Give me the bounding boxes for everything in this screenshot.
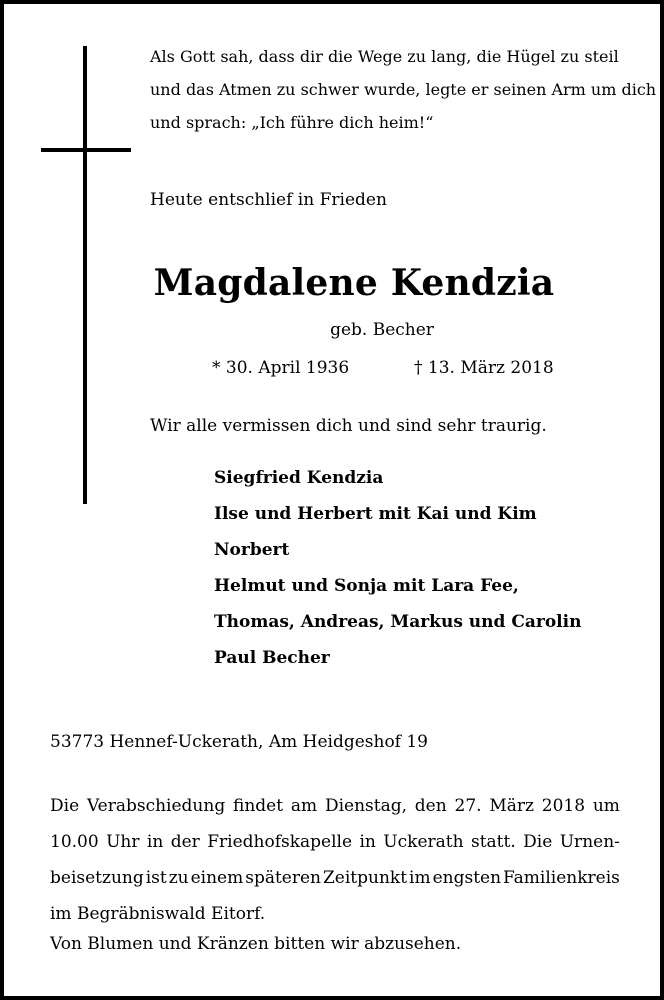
verse <box>150 40 657 139</box>
cross-horizontal-bar <box>41 148 131 152</box>
ceremony-word: der <box>170 832 200 852</box>
ceremony-word: Zeitpunkt <box>322 868 408 888</box>
ceremony-word: späteren <box>245 868 321 888</box>
ceremony-word: 2018 <box>541 796 586 816</box>
intro-text: Heute entschlief in Frieden <box>150 190 387 210</box>
ceremony-word: Die <box>50 796 80 816</box>
ceremony-line-2 <box>50 824 620 860</box>
ceremony-word: beisetzung <box>50 868 144 888</box>
ceremony-word: in <box>146 832 164 852</box>
ceremony-word: einem <box>190 868 244 888</box>
mourner: Thomas, Andreas, Markus und Carolin <box>214 612 582 632</box>
death-date: † 13. März 2018 <box>414 358 554 378</box>
mourner: Ilse und Herbert mit Kai und Kim <box>214 504 537 524</box>
miss-line: Wir alle vermissen dich und sind sehr traurig. <box>150 416 547 436</box>
ceremony-word: Uckerath <box>383 832 464 852</box>
verse-line: Als Gott sah, dass dir die Wege zu lang, die Hügel zu steil <box>150 47 619 66</box>
ceremony-word: findet <box>233 796 284 816</box>
ceremony-word: zu <box>168 868 189 888</box>
ceremony-word: Friedhofskapelle <box>207 832 353 852</box>
verse-line: und sprach: „Ich führe dich heim!“ <box>150 113 434 132</box>
mourner: Siegfried Kendzia <box>214 468 384 488</box>
ceremony-word: ist <box>145 868 167 888</box>
ceremony-line-4: im Begräbniswald Eitorf. <box>50 904 266 924</box>
mourner: Norbert <box>214 540 290 560</box>
ceremony-word: den <box>414 796 447 816</box>
born-name: geb. Becher <box>330 320 434 340</box>
ceremony-word: 27. <box>454 796 482 816</box>
ceremony-word: Urnen- <box>559 832 620 852</box>
flowers-line: Von Blumen und Kränzen bitten wir abzusehen. <box>50 934 462 954</box>
birth-date: * 30. April 1936 <box>212 358 350 378</box>
ceremony-word: im <box>409 868 431 888</box>
ceremony-word: März <box>489 796 534 816</box>
ceremony-word: 10.00 <box>50 832 99 852</box>
mourner: Helmut und Sonja mit Lara Fee, <box>214 576 519 596</box>
ceremony-word: um <box>592 796 620 816</box>
ceremony-word: Familienkreis <box>503 868 620 888</box>
address: 53773 Hennef-Uckerath, Am Heidgeshof 19 <box>50 732 429 752</box>
verse-line: und das Atmen zu schwer wurde, legte er seinen Arm um dich <box>150 80 657 99</box>
ceremony-word: statt. <box>470 832 516 852</box>
ceremony-word: Dienstag, <box>324 796 407 816</box>
ceremony-word: Uhr <box>106 832 140 852</box>
mourner: Paul Becher <box>214 648 330 668</box>
ceremony-word: in <box>359 832 376 852</box>
ceremony-word: Die <box>523 832 553 852</box>
ceremony-word: Verabschiedung <box>86 796 226 816</box>
ceremony-line-3 <box>50 860 620 896</box>
deceased-name: Magdalene Kendzia <box>153 262 555 304</box>
ceremony-text <box>50 788 620 932</box>
mourners-list <box>214 460 581 676</box>
ceremony-line-1 <box>50 788 620 824</box>
ceremony-word: engsten <box>432 868 502 888</box>
ceremony-word: am <box>290 796 318 816</box>
